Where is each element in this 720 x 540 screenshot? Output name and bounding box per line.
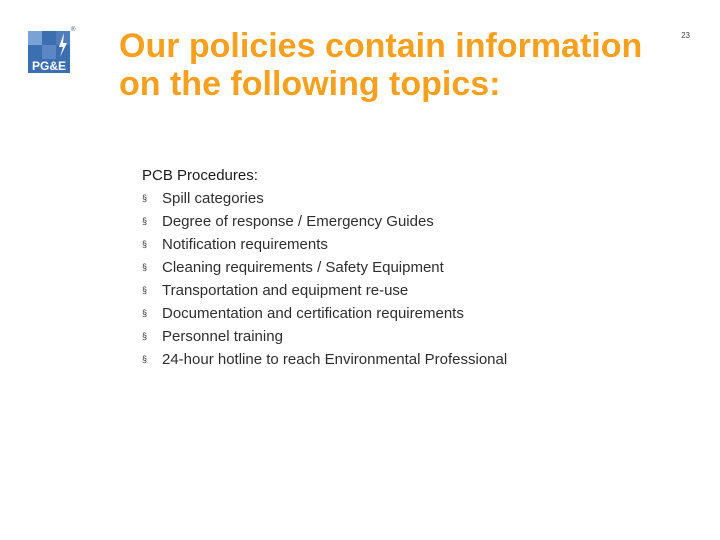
bullet-icon: § — [142, 308, 148, 318]
bullet-icon: § — [142, 354, 148, 364]
bullet-icon: § — [142, 331, 148, 341]
logo-text: PG&E — [31, 59, 67, 73]
section-heading: PCB Procedures: — [142, 167, 258, 184]
list-item-text: Notification requirements — [162, 236, 328, 253]
registered-mark: ® — [71, 27, 76, 33]
pge-logo-graphic — [26, 29, 72, 75]
list-item-text: Personnel training — [162, 328, 283, 345]
bullet-icon: § — [142, 262, 148, 272]
list-item-text: Spill categories — [162, 190, 264, 207]
bullet-icon: § — [142, 239, 148, 249]
list-item — [142, 325, 662, 348]
page-number: 23 — [681, 31, 690, 40]
list-item-text: Documentation and certification requirements — [162, 305, 464, 322]
slide-body — [142, 166, 662, 371]
list-item-text: 24-hour hotline to reach Environmental Professional — [162, 351, 508, 368]
bullet-icon: § — [142, 285, 148, 295]
list-item — [142, 279, 662, 302]
slide-title: Our policies contain information on the following topics: — [119, 27, 643, 103]
bullet-icon: § — [142, 216, 148, 226]
list-item-text: Transportation and equipment re-use — [162, 282, 409, 299]
list-item — [142, 256, 662, 279]
bullet-icon: § — [142, 193, 148, 203]
list-item — [142, 210, 662, 233]
list-item — [142, 348, 662, 371]
list-item — [142, 302, 662, 325]
list-item-text: Degree of response / Emergency Guides — [162, 213, 434, 230]
pge-logo — [26, 29, 72, 75]
list-item-text: Cleaning requirements / Safety Equipment — [162, 259, 444, 276]
list-item — [142, 187, 662, 210]
topic-list — [142, 187, 662, 371]
list-item — [142, 233, 662, 256]
